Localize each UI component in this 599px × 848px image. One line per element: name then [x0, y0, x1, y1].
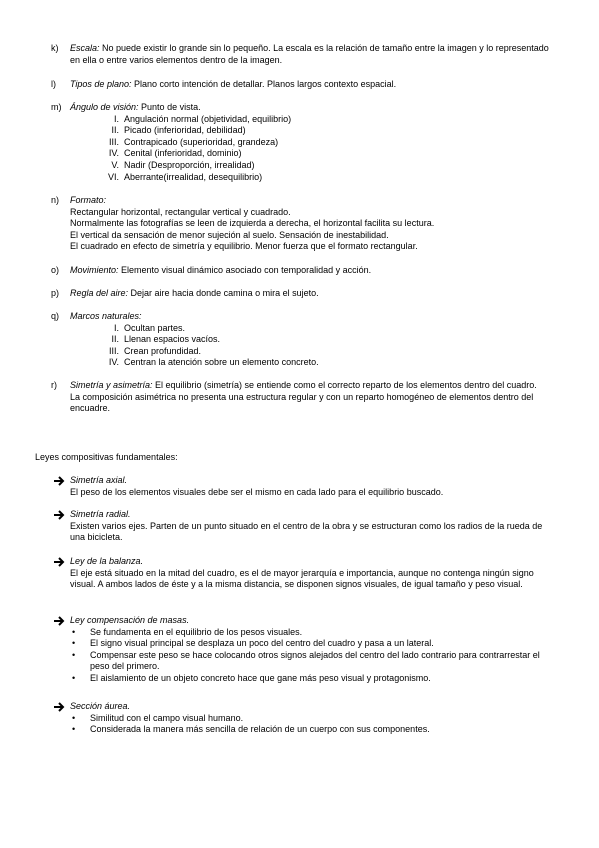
item-term: Movimiento: — [70, 265, 119, 275]
sublist-text: Llenan espacios vacíos. — [124, 334, 221, 345]
bullet-icon: • — [72, 672, 76, 683]
sublist — [107, 114, 551, 184]
item-term: Tipos de plano: — [70, 79, 132, 89]
bullet-text: El aislamiento de un objeto concreto hace que gane más peso visual y protagonismo. — [90, 672, 431, 683]
item-formato — [51, 195, 551, 253]
law-term: Simetría radial — [70, 509, 129, 519]
section-heading: Leyes compositivas fundamentales: — [35, 452, 178, 462]
item-simetria-asimetria — [51, 380, 551, 415]
sublist-item — [107, 148, 551, 160]
law-content — [70, 556, 551, 591]
law-term: Ley compensación de masas — [70, 615, 187, 625]
sublist-text: Angulación normal (objetividad, equilibrio) — [124, 113, 292, 124]
sublist-text: Cenital (inferioridad, dominio) — [124, 148, 242, 159]
sublist-item — [107, 323, 551, 335]
item-line: El vertical da sensación de menor sujeción al suelo. Sensación de inestabilidad. — [70, 229, 389, 240]
bullet-icon: • — [72, 638, 76, 649]
sublist-text: Contrapicado (superioridad, grandeza) — [124, 136, 279, 147]
item-text: No puede existir lo grande sin lo pequeño. La escala es la relación de tamaño entre la imagen y lo representado en ella o entre varios elementos dentro de la imagen. — [70, 43, 549, 65]
bullet-item — [70, 713, 551, 725]
bullet-text: El signo visual principal se desplaza un poco del centro del cuadro y pasa a un lateral. — [90, 638, 434, 649]
law-term-suffix: . — [186, 615, 190, 625]
sublist-number: IV. — [108, 148, 119, 159]
bullet-list — [70, 627, 551, 685]
bullet-text: Considerada la manera más sencilla de relación de un cuerpo con sus componentes. — [90, 724, 430, 735]
item-line: El cuadrado en efecto de simetría y equilibrio. Menor fuerza que el formato rectangular. — [70, 241, 418, 252]
arrow-right-icon — [53, 556, 67, 568]
arrow-right-icon — [53, 509, 67, 521]
item-marker: r) — [51, 380, 57, 390]
law-line: Existen varios ejes. Parten de un punto situado en el centro de la obra y se estructuran como los radios de la rueda de una bicicleta. — [70, 520, 543, 543]
bullet-item — [70, 673, 551, 685]
item-movimiento — [51, 265, 551, 277]
sublist-number: II. — [111, 334, 119, 345]
item-marker: q) — [51, 311, 60, 321]
law-content — [70, 509, 551, 544]
arrow-right-icon — [53, 615, 67, 627]
law-content — [70, 615, 551, 685]
item-content — [70, 311, 551, 369]
law-content — [70, 701, 551, 736]
law-term-suffix: . — [128, 509, 131, 519]
sublist-text: Nadir (Desproporción, irrealidad) — [124, 159, 255, 170]
law-term-suffix: . — [140, 556, 144, 566]
sublist-number: III. — [108, 136, 119, 147]
sublist-text: Picado (inferioridad, debilidad) — [124, 125, 246, 136]
sublist-number: I. — [113, 113, 119, 124]
bullet-item — [70, 650, 551, 673]
item-term: Formato: — [70, 195, 107, 205]
item-marker: m) — [51, 102, 62, 112]
item-marker: o) — [51, 265, 60, 275]
bullet-text: Similitud con el campo visual humano. — [90, 712, 244, 723]
item-marker: k) — [51, 43, 59, 53]
item-text: Plano corto intención de detallar. Planos largos contexto espacial. — [131, 79, 397, 89]
sublist-item — [107, 334, 551, 346]
law-simetria-radial — [53, 509, 551, 544]
item-term: Simetría y asimetría: — [70, 380, 153, 390]
sublist-text: Aberrante(irrealidad, desequilibrio) — [124, 171, 263, 182]
item-term: Marcos naturales: — [70, 311, 142, 321]
item-line: La composición asimétrica no presenta una estructura regular y con un reparto homogéneo de elementos dentro del encuadre. — [70, 391, 534, 414]
item-text: Dejar aire hacia donde camina o mira el sujeto. — [128, 288, 319, 298]
sublist-number: IV. — [108, 357, 119, 368]
item-line: Rectangular horizontal, rectangular vertical y cuadrado. — [70, 206, 291, 217]
item-marcos-naturales — [51, 311, 551, 369]
item-text: Punto de vista. — [138, 102, 201, 112]
law-seccion-aurea — [53, 701, 551, 736]
sublist-text: Crean profundidad. — [124, 345, 202, 356]
item-regla-del-aire — [51, 288, 551, 300]
item-content — [70, 288, 551, 300]
sublist-item — [107, 357, 551, 369]
sublist-number: I. — [113, 322, 119, 333]
sublist-item — [107, 172, 551, 184]
sublist-number: VI. — [107, 171, 119, 182]
item-term: Ángulo de visión: — [70, 102, 139, 112]
law-compensacion-de-masas — [53, 615, 551, 685]
law-content — [70, 475, 551, 498]
item-content — [70, 79, 551, 91]
arrow-right-icon — [53, 475, 67, 487]
sublist-text: Centran la atención sobre un elemento concreto. — [124, 357, 319, 368]
sublist-item — [107, 125, 551, 137]
item-content — [70, 43, 551, 66]
arrow-right-icon — [53, 701, 67, 713]
law-ley-de-la-balanza — [53, 556, 551, 591]
sublist-item — [107, 137, 551, 149]
sublist-item — [107, 346, 551, 358]
item-marker: n) — [51, 195, 60, 205]
item-content — [70, 265, 551, 277]
item-tipos-de-plano — [51, 79, 551, 91]
sublist-number: V. — [111, 159, 119, 170]
bullet-item — [70, 627, 551, 639]
sublist-number: II. — [111, 125, 119, 136]
law-simetria-axial — [53, 475, 551, 498]
item-term: Regla del aire: — [70, 288, 129, 298]
bullet-item — [70, 724, 551, 736]
sublist-item — [107, 114, 551, 126]
bullet-list — [70, 713, 551, 736]
law-term: Ley de la balanza — [70, 556, 141, 566]
law-term: Simetría axial — [70, 475, 125, 485]
item-marker: l) — [51, 79, 56, 89]
bullet-text: Se fundamenta en el equilibrio de los pesos visuales. — [90, 626, 303, 637]
item-line: Normalmente las fotografías se leen de izquierda a derecha, el horizontal facilita su lectura. — [70, 218, 435, 229]
item-content — [70, 195, 551, 253]
item-term: Escala: — [70, 43, 100, 53]
item-marker: p) — [51, 288, 60, 298]
sublist-item — [107, 160, 551, 172]
sublist-number: III. — [108, 345, 119, 356]
item-content — [70, 380, 551, 415]
item-escala — [51, 43, 551, 66]
law-term-suffix: . — [127, 701, 131, 711]
item-angulo-de-vision — [51, 102, 551, 183]
sublist — [107, 323, 551, 369]
law-line: El peso de los elementos visuales debe ser el mismo en cada lado para el equilibrio buscado. — [70, 486, 444, 497]
law-term: Sección áurea — [70, 701, 128, 711]
bullet-icon: • — [72, 712, 76, 723]
law-term-suffix: . — [124, 475, 128, 485]
bullet-icon: • — [72, 724, 76, 735]
item-content — [70, 102, 551, 183]
bullet-icon: • — [72, 626, 76, 637]
bullet-icon: • — [72, 649, 76, 660]
item-text: El equilibrio (simetría) se entiende como el correcto reparto de los elementos dentro del cuadro. — [152, 380, 537, 390]
sublist-text: Ocultan partes. — [124, 322, 186, 333]
bullet-item — [70, 638, 551, 650]
item-text: Elemento visual dinámico asociado con temporalidad y acción. — [118, 265, 372, 275]
law-line: El eje está situado en la mitad del cuadro, es el de mayor jerarquía e importancia, aunque no contenga ningún signo visual. A ambos lados de éste y a la misma distancia, se disponen signos visuales, de igual tamaño y peso visual. — [70, 567, 534, 590]
bullet-text: Compensar este peso se hace colocando otros signos alejados del centro del lado contrario para contrarrestar el peso del primero. — [90, 649, 540, 672]
